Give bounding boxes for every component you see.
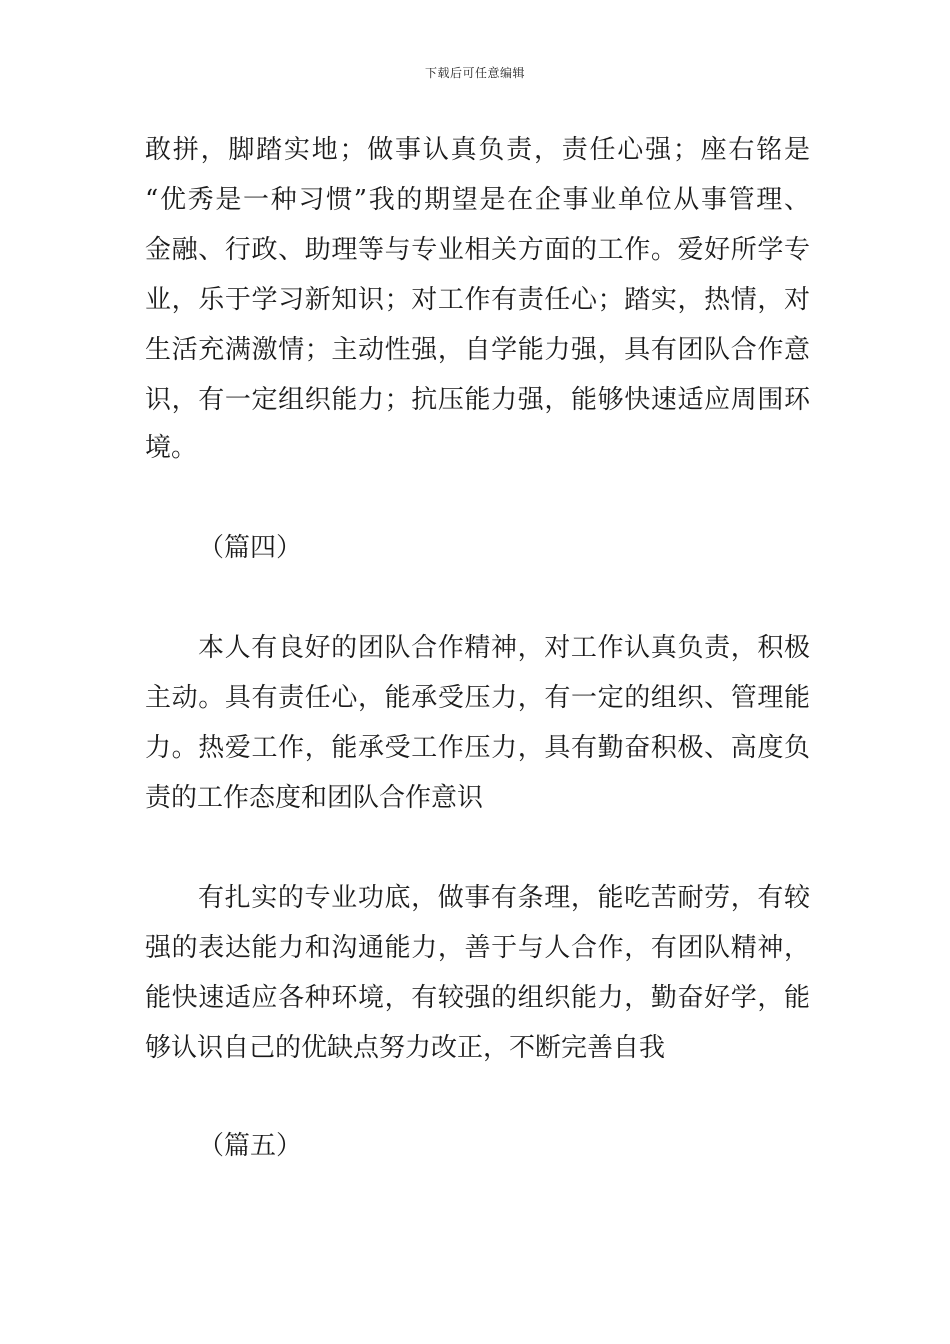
paragraph-line: 生活充满激情；主动性强，自学能力强，具有团队合作意: [145, 335, 810, 365]
paragraph-line: 责的工作态度和团队合作意识: [145, 783, 484, 813]
paragraph-line: 有扎实的专业功底，做事有条理，能吃苦耐劳，有较: [198, 883, 810, 913]
paragraph-line: 金融、行政、助理等与专业相关方面的工作。爱好所学专: [145, 235, 810, 265]
paragraph-line: “优秀是一种习惯”我的期望是在企事业单位从事管理、: [145, 185, 810, 215]
paragraph-line: 力。热爱工作，能承受工作压力，具有勤奋积极、高度负: [145, 733, 810, 763]
paragraph-line: 识，有一定组织能力；抗压能力强，能够快速适应周围环: [145, 385, 810, 415]
paragraph-line: 境。: [145, 433, 198, 463]
paragraph-line: 敢拼，脚踏实地；做事认真负责，责任心强；座右铭是: [145, 135, 810, 165]
paragraph-line: 能快速适应各种环境，有较强的组织能力，勤奋好学，能: [145, 983, 810, 1013]
page-header-note: 下载后可任意编辑: [424, 66, 525, 80]
section-heading-4: （篇四）: [198, 533, 303, 563]
paragraph-line: 够认识自己的优缺点努力改正，不断完善自我: [145, 1033, 666, 1063]
section-heading-5: （篇五）: [198, 1131, 303, 1161]
paragraph-line: 强的表达能力和沟通能力，善于与人合作，有团队精神，: [145, 933, 810, 963]
paragraph-line: 本人有良好的团队合作精神，对工作认真负责，积极: [198, 633, 810, 663]
paragraph-line: 主动。具有责任心，能承受压力，有一定的组织、管理能: [145, 683, 810, 713]
paragraph-line: 业，乐于学习新知识；对工作有责任心；踏实，热情，对: [145, 285, 810, 315]
